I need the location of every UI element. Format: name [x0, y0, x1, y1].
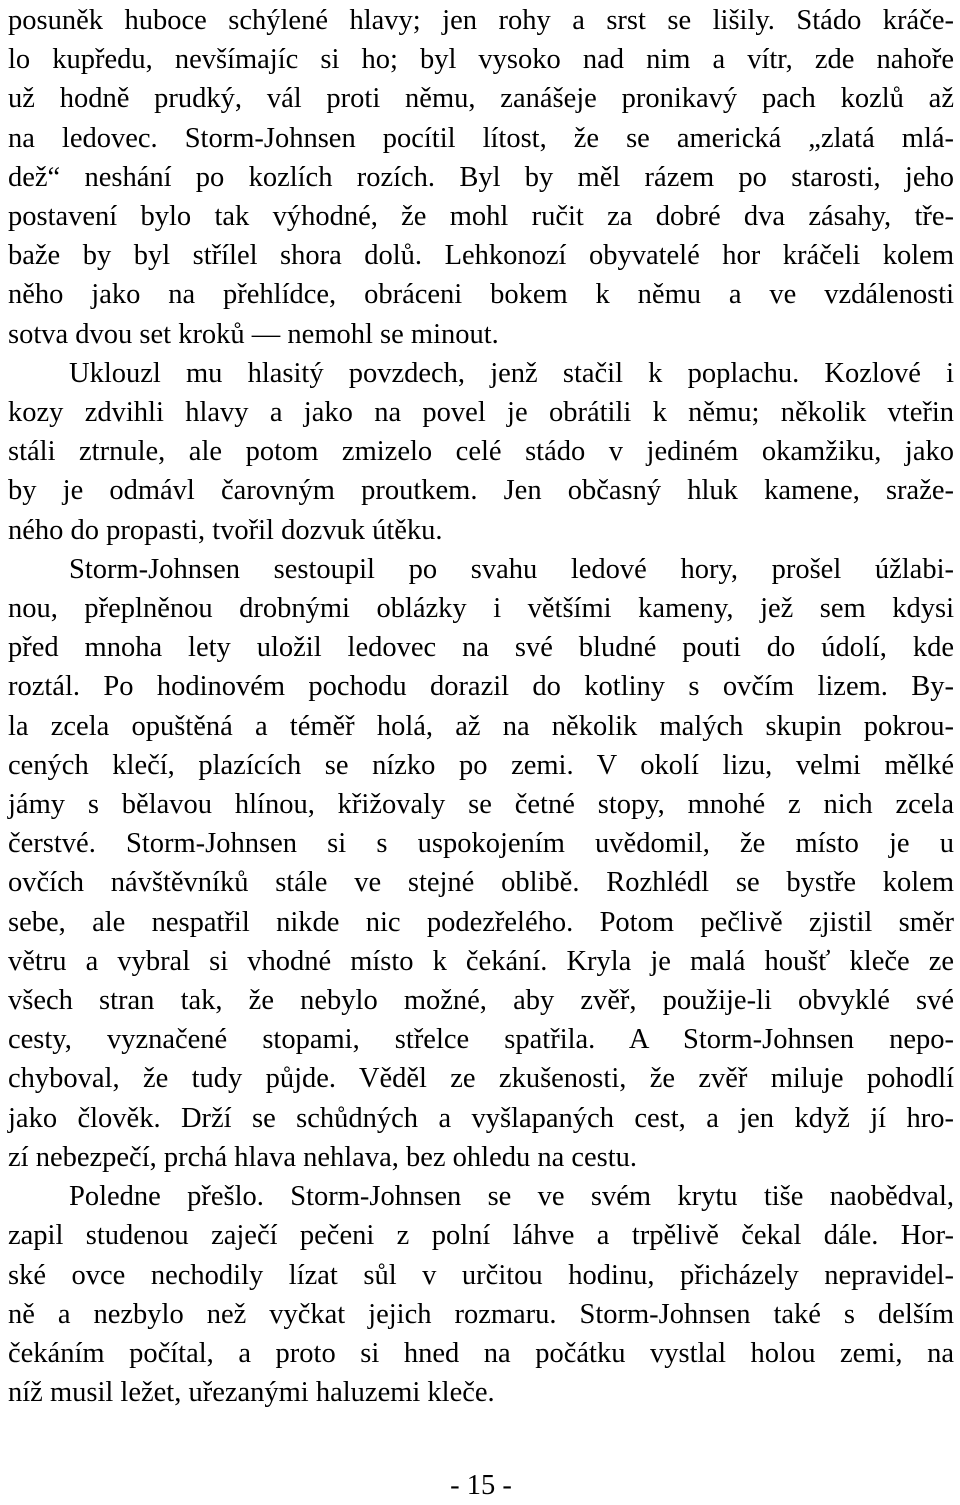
text-line: posuněk huboce schýlené hlavy; jen rohy a srst se lišily. Stádo kráče-	[8, 5, 954, 36]
text-line: na ledovec. Storm-Johnsen pocítil lítost, že se americká „zlatá mlá-	[8, 122, 954, 154]
text-line: postavení bylo tak výhodné, že mohl ručit za dobré dva zásahy, tře-	[8, 201, 954, 233]
text-line: jako člověk. Drží se schůdných a vyšlapaných cest, a jen když jí hro-	[8, 1102, 954, 1134]
document-page	[8, 0, 954, 1505]
text-line: kozy zdvihli hlavy a jako na povel je obrátili k němu; několik vteřin	[8, 397, 954, 429]
page-number: - 15 -	[450, 1470, 512, 1501]
page-footer	[8, 1466, 954, 1505]
text-line: všech stran tak, že nebylo možné, aby zvěř, použije-li obvyklé své	[8, 985, 954, 1017]
text-line: cesty, vyznačené stopami, střelce spatřila. A Storm-Johnsen nepo-	[8, 1024, 954, 1056]
text-line: stáli ztrnule, ale potom zmizelo celé stádo v jediném okamžiku, jako	[8, 436, 954, 468]
paragraph-3	[8, 550, 954, 1177]
text-line: lo kupředu, nevšímajíc si ho; byl vysoko nad nim a vítr, zde nahoře	[8, 44, 954, 76]
text-line: větru a vybral si vhodné místo k čekání. Kryla je malá houšť kleče ze	[8, 945, 954, 977]
text-line: la zcela opuštěná a téměř holá, až na několik malých skupin pokrou-	[8, 710, 954, 742]
text-line: už hodně prudký, vál proti němu, zanášeje pronikavý pach kozlů až	[8, 83, 954, 115]
text-line: čerstvé. Storm-Johnsen si s uspokojením uvědomil, že místo je u	[8, 828, 954, 860]
text-line: nou, přeplněnou drobnými oblázky i většími kameny, jež sem kdysi	[8, 593, 954, 625]
text-line: níž musil ležet, uřezanými haluzemi kleče.	[8, 1377, 495, 1409]
text-line: baže by byl střílel shora dolů. Lehkonozí obyvatelé hor kráčeli kolem	[8, 240, 954, 272]
text-line: roztál. Po hodinovém pochodu dorazil do kotliny s ovčím lizem. By-	[8, 671, 954, 703]
paragraph-2	[8, 354, 954, 550]
text-line: jámy s bělavou hlínou, křižovaly se četné stopy, mnohé z nich zcela	[8, 789, 954, 821]
text-line: Uklouzl mu hlasitý povzdech, jenž stačil k poplachu. Kozlové i	[69, 357, 954, 389]
text-line: zapil studenou zaječí pečeni z polní láhve a trpělivě čekal dále. Hor-	[8, 1220, 954, 1252]
text-line: ně a nezbylo než vyčkat jejich rozmaru. Storm-Johnsen také s delším	[8, 1298, 954, 1330]
text-line: cených klečí, plazících se nízko po zemi. V okolí lizu, velmi mělké	[8, 749, 954, 781]
text-line: Poledne přešlo. Storm-Johnsen se ve svém krytu tiše naobědval,	[69, 1181, 954, 1213]
text-line: by je odmávl čarovným proutkem. Jen občasný hluk kamene, sraže-	[8, 475, 954, 507]
text-line: chyboval, že tudy půjde. Věděl ze zkušenosti, že zvěř miluje pohodlí	[8, 1063, 954, 1095]
text-line: sebe, ale nespatřil nikde nic podezřelého. Potom pečlivě zjistil směr	[8, 906, 954, 938]
paragraph-4	[8, 1177, 954, 1412]
text-line: ného do propasti, tvořil dozvuk útěku.	[8, 514, 443, 546]
text-line: sotva dvou set kroků — nemohl se minout.	[8, 318, 499, 350]
text-line: Storm-Johnsen sestoupil po svahu ledové hory, prošel úžlabi-	[69, 553, 954, 585]
text-line: ovčích návštěvníků stále ve stejné oblibě. Rozhlédl se bystře kolem	[8, 867, 954, 899]
text-body	[8, 1, 954, 1412]
text-line: před mnoha lety uložil ledovec na své bludné pouti do údolí, kde	[8, 632, 954, 664]
text-line: čekáním počítal, a proto si hned na počátku vystlal holou zemi, na	[8, 1337, 954, 1369]
text-line: něho jako na přehlídce, obráceni bokem k němu a ve vzdálenosti	[8, 279, 954, 311]
paragraph-1	[8, 1, 954, 354]
text-line: ské ovce nechodily lízat sůl v určitou hodinu, přicházely nepravidel-	[8, 1259, 954, 1291]
text-line: dež“ neshání po kozlích rozích. Byl by měl rázem po starosti, jeho	[8, 161, 954, 193]
text-line: zí nebezpečí, prchá hlava nehlava, bez ohledu na cestu.	[8, 1141, 638, 1173]
